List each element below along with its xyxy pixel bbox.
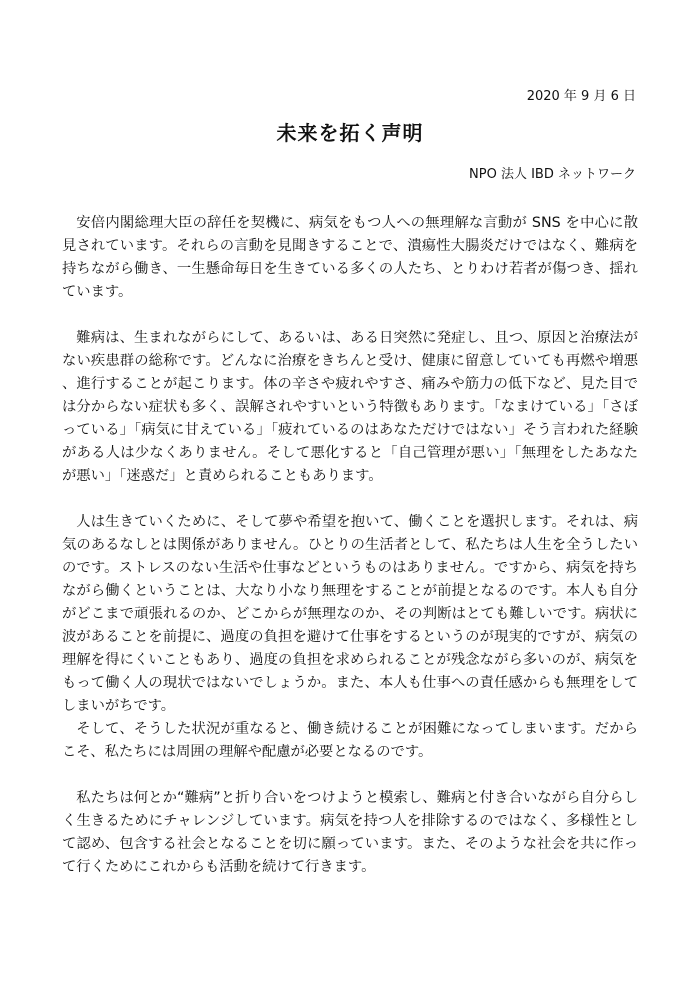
paragraph-3: 人は生きていくために、そして夢や希望を抱いて、働くことを選択します。それは、病気のあるなしとは関係がありません。ひとりの生活者として、私たちは人生を全うしたいのです。ストレスのない生活や仕事などというものはありません。ですから、病気を持ちながら働くということは、大なり小なり無理をすることが前提となるのです。本人も自分がどこまで頑張れるのか、どこからが無理なのか、その判断はとても難しいです。病状に波があることを前提に、過度の負担を避けて仕事をするというのが現実的ですが、病気の理解を得にくいこともあり、過度の負担を求められることが残念ながら多いのが、病気をもって働く人の現状ではないでしょうか。また、本人も仕事への責任感からも無理をしてしまいがちです。 bbox=[62, 514, 638, 714]
statement-body bbox=[62, 212, 638, 879]
document-date: 2020 年 9 月 6 日 bbox=[526, 89, 636, 104]
organization-name: NPO 法人 IBD ネットワーク bbox=[469, 167, 636, 182]
paragraph-1: 安倍内閣総理大臣の辞任を契機に、病気をもつ人への無理解な言動が SNS を中心に散見されています。それらの言動を見聞きすることで、潰瘍性大腸炎だけではなく、難病を持ちながら働き、一生懸命毎日を生きている多くの人たち、とりわけ若者が傷つき、揺れています。 bbox=[62, 215, 638, 300]
paragraph-2: 難病は、生まれながらにして、あるいは、ある日突然に発症し、且つ、原因と治療法がない疾患群の総称です。どんなに治療をきちんと受け、健康に留意していても再燃や増悪、進行することが起こります。体の辛さや疲れやすさ、痛みや筋力の低下など、見た目では分からない症状も多く、誤解されやすいという特徴もあります。「なまけている」「さぼっている」「病気に甘えている」「疲れているのはあなただけではない」そう言われた経験がある人は少なくありません。そして悪化すると「自己管理が悪い」「無理をしたあなたが悪い」「迷惑だ」と責められることもあります。 bbox=[62, 330, 638, 484]
document-title: 未来を拓く声明 bbox=[276, 121, 424, 145]
paragraph-4: そして、そうした状況が重なると、働き続けることが困難になってしまいます。だからこそ、私たちには周囲の理解や配慮が必要となるのです。 bbox=[62, 721, 638, 760]
paragraph-5: 私たちは何とか“難病”と折り合いをつけようと模索し、難病と付き合いながら自分らしく生きるためにチャレンジしています。病気を持つ人を排除するのではなく、多様性として認め、包含する社会となることを切に願っています。また、そのような社会を共に作って行くためにこれからも活動を続けて行きます。 bbox=[62, 790, 638, 875]
